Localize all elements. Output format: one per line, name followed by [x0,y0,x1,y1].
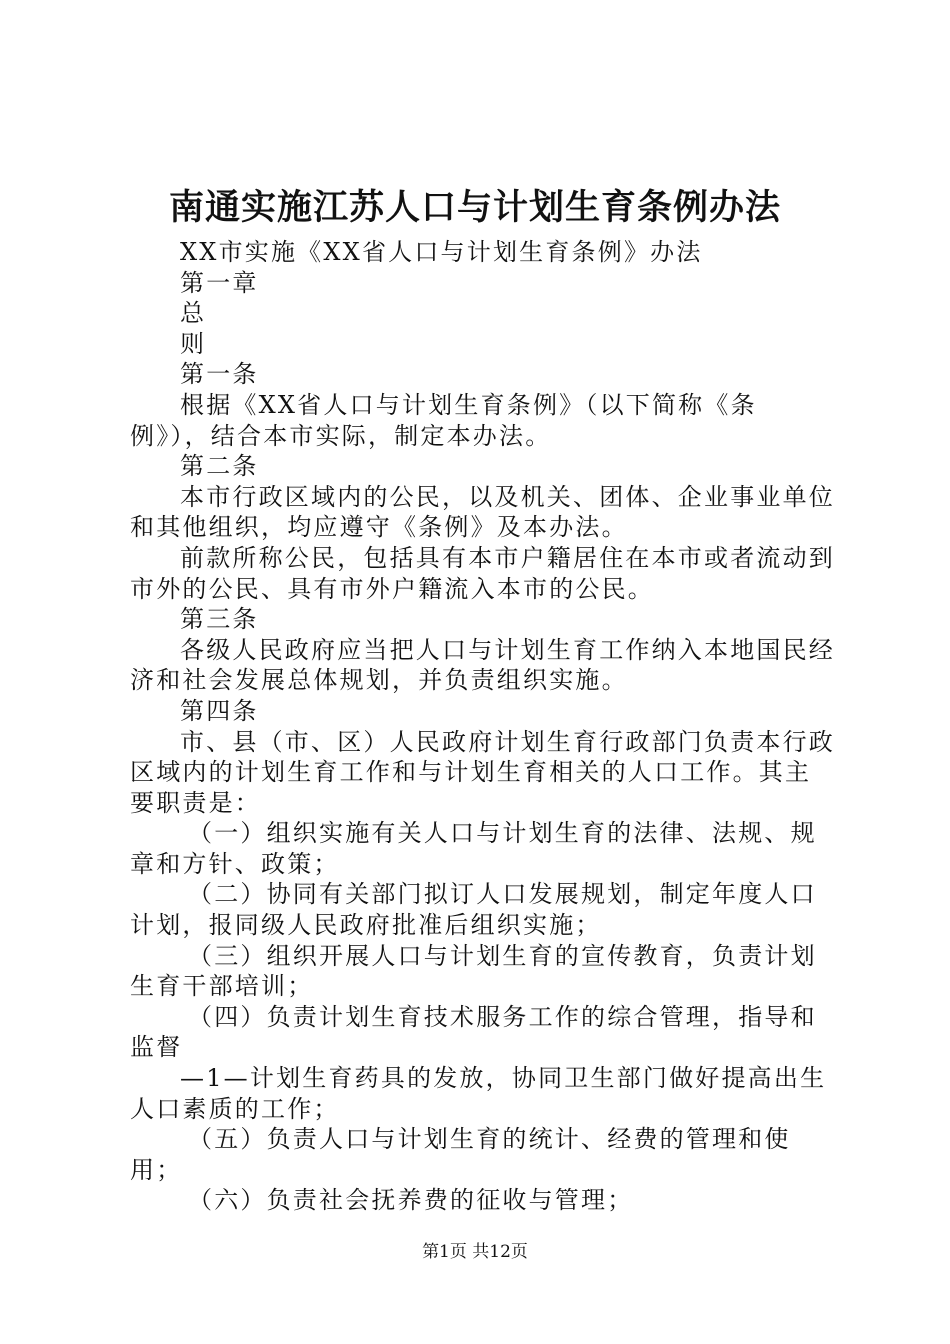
paragraph: XX市实施《XX省人口与计划生育条例》办法 [180,238,703,266]
article-heading: 第三条 [180,605,259,634]
paragraph: 根据《XX省人口与计划生育条例》（以下简称《条例》），结合本市实际，制定本办法。 [130,390,757,450]
list-item: （一）组织实施有关人口与计划生育的法律、法规、规章和方针、政策； [130,819,817,878]
paragraph: —1—计划生育药具的发放，协同卫生部门做好提高出生人口素质的工作； [130,1064,827,1123]
paragraph: 市、县（市、区）人民政府计划生育行政部门负责本行政区域内的计划生育工作和与计划生育相关的人口工作。其主要职责是： [130,727,835,817]
page-footer: 第1页 共12页 [422,1242,528,1262]
list-item: （五）负责人口与计划生育的统计、经费的管理和使用； [130,1125,791,1184]
article-heading: 第四条 [180,696,259,725]
list-item: （二）协同有关部门拟订人口发展规划，制定年度人口计划，报同级人民政府批准后组织实施； [130,880,817,940]
paragraph: 各级人民政府应当把人口与计划生育工作纳入本地国民经济和社会发展总体规划，并负责组织实施。 [130,635,835,695]
chapter-title-part: 总 [180,299,207,328]
list-item: （三）组织开展人口与计划生育的宣传教育，负责计划生育干部培训； [130,941,817,1001]
chapter-heading: 第一章 [180,268,259,297]
article-heading: 第二条 [180,452,259,481]
list-item: （四）负责计划生育技术服务工作的综合管理，指导和监督 [130,1002,817,1062]
chapter-title-part: 则 [180,329,207,358]
list-item: （六）负责社会抚养费的征收与管理； [188,1186,634,1215]
document-body [130,237,836,1216]
paragraph: 本市行政区域内的公民，以及机关、团体、企业事业单位和其他组织，均应遵守《条例》及本办法。 [130,482,835,542]
document-title: 南通实施江苏人口与计划生育条例办法 [168,187,781,228]
paragraph: 前款所称公民，包括具有本市户籍居住在本市或者流动到市外的公民、具有市外户籍流入本市的公民。 [130,543,835,603]
article-heading: 第一条 [180,360,259,389]
